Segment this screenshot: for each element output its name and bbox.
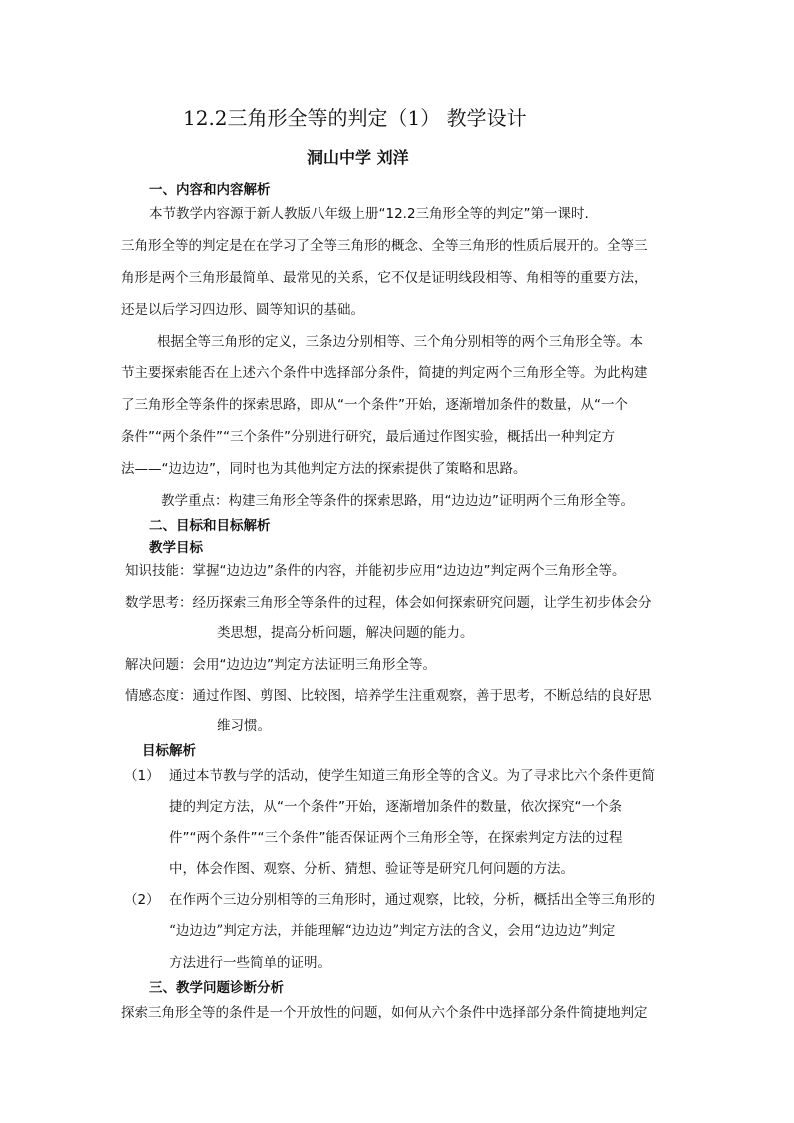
- list-item-line: 件”“两个条件”“三个条件”能否保证两个三角形全等，在探索判定方法的过程: [169, 830, 623, 846]
- list-item-line: 捷的判定方法，从“一个条件”开始，逐渐增加条件的数量，依次探究“一个条: [169, 799, 622, 815]
- paragraph-line: 条件”“两个条件”“三个条件”分别进行研究，最后通过作图实验，概括出一种判定方: [121, 429, 615, 445]
- objective-line: 情感态度：通过作图、剪图、比较图，培养学生注重观察，善于思考，不断总结的良好思: [125, 688, 652, 704]
- paragraph-line: 节主要探索能否在上述六个条件中选择部分条件，简捷的判定两个三角形全等。为此构建: [121, 365, 648, 381]
- paragraph-line: 本节教学内容源于新人教版八年级上册“12.2三角形全等的判定”第一课时.: [149, 206, 589, 222]
- section-heading: 二、目标和目标解析: [149, 518, 271, 534]
- objective-line: 维习惯。: [217, 718, 271, 734]
- paragraph-line: 了三角形全等条件的探索思路，即从“一个条件”开始，逐渐增加条件的数量，从“一个: [121, 397, 628, 413]
- list-item-number: （2）: [124, 892, 160, 908]
- document-title: 12.2三角形全等的判定（1） 教学设计: [183, 106, 527, 130]
- author-line: 洞山中学 刘洋: [307, 148, 409, 167]
- subheading: 教学目标: [149, 540, 203, 556]
- subheading: 目标解析: [142, 743, 196, 759]
- objective-line: 解决问题：会用“边边边”判定方法证明三角形全等。: [125, 657, 436, 673]
- list-item-line: 通过本节教与学的活动，使学生知道三角形全等的含义。为了寻求比六个条件更简: [169, 768, 655, 784]
- list-item-line: 方法进行一些简单的证明。: [169, 955, 331, 971]
- objective-line: 类思想，提高分析问题，解决问题的能力。: [217, 625, 474, 641]
- paragraph-line: 根据全等三角形的定义，三条边分别相等、三个角分别相等的两个三角形全等。本: [157, 334, 643, 350]
- objective-line: 知识技能：掌握“边边边”条件的内容，并能初步应用“边边边”判定两个三角形全等。: [125, 563, 626, 579]
- list-item-line: “边边边”判定方法，并能理解“边边边”判定方法的含义，会用“边边边”判定: [169, 923, 616, 939]
- list-item-line: 在作两个三边分别相等的三角形时，通过观察，比较，分析，概括出全等三角形的: [169, 892, 655, 908]
- section-heading: 一、内容和内容解析: [149, 182, 271, 198]
- paragraph-line: 三角形全等的判定是在在学习了全等三角形的概念、全等三角形的性质后展开的。全等三: [121, 238, 648, 254]
- list-item-line: 中，体会作图、观察、分析、猜想、验证等是研究几何问题的方法。: [169, 861, 574, 877]
- paragraph-line: 角形是两个三角形最简单、最常见的关系，它不仅是证明线段相等、角相等的重要方法，: [121, 270, 648, 286]
- paragraph-line: 还是以后学习四边形、圆等知识的基础。: [121, 302, 364, 318]
- key-point-line: 教学重点：构建三角形全等条件的探索思路，用“边边边”证明两个三角形全等。: [161, 493, 634, 509]
- paragraph-line: 法——“边边边”，同时也为其他判定方法的探索提供了策略和思路。: [121, 461, 527, 477]
- list-item-number: （1）: [124, 768, 160, 784]
- objective-line: 数学思考：经历探索三角形全等条件的过程，体会如何探索研究问题，让学生初步体会分: [125, 595, 652, 611]
- section-heading: 三、教学问题诊断分析: [149, 980, 284, 996]
- paragraph-line: 探索三角形全等的条件是一个开放性的问题，如何从六个条件中选择部分条件简捷地判定: [121, 1005, 648, 1021]
